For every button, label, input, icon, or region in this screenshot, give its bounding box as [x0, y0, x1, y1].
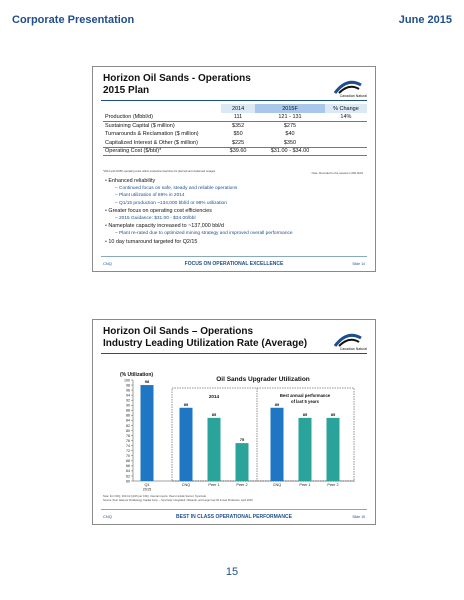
footer-tagline: FOCUS ON OPERATIONAL EXCELLENCE — [184, 261, 284, 267]
y-tick-label: 94 — [126, 393, 130, 398]
y-tick-label: 76 — [126, 438, 130, 443]
table-cell: Sustaining Capital ($ million) — [105, 123, 175, 129]
y-tick-label: 78 — [126, 433, 130, 438]
table-row — [103, 139, 367, 148]
table-cell: $352 — [231, 123, 245, 129]
group-label-best: Best annual performance — [279, 393, 331, 398]
table-cell: $275 — [283, 123, 297, 129]
y-tick-label: 72 — [126, 449, 130, 453]
y-tick-label: 98 — [126, 383, 130, 388]
logo-text: Canadian Natural — [339, 347, 367, 351]
slide-title-line1: Horizon Oil Sands – Operations — [103, 326, 254, 337]
bullet-item: • Enhanced reliability — [105, 178, 156, 184]
x-tick-label: Peer 2 — [327, 483, 339, 487]
bar — [271, 408, 284, 481]
group-label-best-line2: of last 5 years — [291, 399, 319, 404]
bar-value-label: 75 — [239, 437, 245, 443]
page-number: 15 — [225, 566, 239, 578]
sub-bullet-item: – Q1/15 production ~134,000 bbl/d or 98% utilization — [115, 200, 227, 206]
sub-bullet-item: – Plant re-rated due to optimized mining strategy and improved overall performance — [115, 231, 293, 237]
table-cell: $350 — [283, 139, 297, 146]
bar-value-label: 89 — [274, 401, 280, 407]
slide-number: Slide 15 — [352, 515, 365, 519]
table-row — [103, 130, 367, 139]
table-cell: 121 - 131 — [255, 113, 325, 122]
y-tick-label: 70 — [126, 454, 130, 459]
slide-operations-plan — [92, 66, 376, 272]
table-cell: 14% — [325, 113, 367, 122]
footer-divider — [101, 256, 367, 257]
logo-text: Canadian Natural — [339, 94, 367, 98]
slide-title-line1: Horizon Oil Sands - Operations — [103, 73, 251, 84]
y-tick-label: 62 — [126, 474, 130, 479]
x-tick-label: 2015 — [142, 487, 152, 492]
header-right: June 2015 — [398, 14, 452, 26]
y-tick-label: 84 — [126, 418, 130, 423]
y-tick-label: 60 — [126, 479, 130, 484]
bar-value-label: 89 — [183, 401, 189, 407]
group-label-2014: 2014 — [208, 394, 220, 399]
table-cell: Operating Cost ($/bbl)* — [103, 147, 221, 156]
bar-value-label: 98 — [144, 379, 150, 385]
x-tick-label: Peer 1 — [299, 483, 311, 487]
footer-tagline: BEST IN CLASS OPERATIONAL PERFORMANCE — [176, 514, 292, 520]
table-header: % Change — [325, 104, 367, 113]
slide-number: Slide 14 — [352, 262, 365, 266]
bar — [299, 418, 312, 481]
table-header — [103, 104, 221, 113]
bar-value-label: 85 — [211, 411, 217, 417]
footer-left: CNQ — [103, 514, 112, 519]
table-row — [103, 113, 367, 122]
table-note: Note: Rounded to the nearest 1,000 bbl/d — [311, 171, 363, 175]
bullet-list — [105, 177, 365, 246]
y-tick-label: 80 — [126, 428, 130, 433]
slide-title-line2: 2015 Plan — [103, 85, 150, 96]
table-cell — [325, 147, 367, 156]
table-row — [103, 147, 367, 156]
sub-bullet-item: – Continued focus on safe, steady and reliable operations — [115, 186, 238, 192]
bar — [327, 418, 340, 481]
table-cell: $39.60 — [221, 147, 255, 156]
table-header: 2014 — [221, 104, 255, 113]
sub-bullet-item: – 2015 Guidance: $31.00 - $34.00/bbl — [115, 216, 196, 222]
table-cell — [325, 130, 367, 139]
slide-utilization-rate — [92, 319, 376, 525]
table-cell: $50 — [233, 131, 243, 138]
x-tick-label: Q1 — [144, 483, 150, 487]
bar — [208, 418, 221, 481]
table-cell: 111 — [221, 113, 255, 122]
footer-left: CNQ — [103, 261, 112, 266]
footer-divider — [101, 509, 367, 510]
y-axis-label: (% Utilization) — [120, 372, 154, 378]
bar — [236, 443, 249, 481]
y-tick-label: 66 — [126, 464, 130, 469]
table-header: 2015F — [255, 104, 325, 113]
y-tick-label: 100 — [124, 378, 130, 383]
bullet-item: • 10 day turnaround targeted for Q2/15 — [105, 238, 198, 245]
slide-title — [103, 73, 251, 97]
x-tick-label: Peer 1 — [208, 483, 220, 487]
table-cell: $31.00 - $34.00 — [255, 147, 325, 156]
chart-note: Note: For CNQ, 2014 & Q1/15 per CNQ. Internal reports. Peers include Suncor, Syncrude — [103, 495, 206, 498]
table-cell: $225 — [231, 139, 245, 146]
operations-table — [103, 104, 367, 156]
x-tick-label: CNQ — [181, 483, 191, 487]
table-cell: Turnarounds & Reclamation ($ million) — [105, 131, 199, 138]
y-tick-label: 86 — [126, 413, 130, 418]
table-cell: Capitalized Interest & Other ($ million) — [105, 139, 198, 146]
y-tick-label: 74 — [126, 443, 130, 448]
table-cell — [325, 139, 367, 148]
sub-bullet-item: – Plant utilization of 89% in 2014 — [115, 193, 185, 199]
bullet-item: • Greater focus on operating cost efficiencies — [105, 207, 212, 214]
chart-source: Source: Peer data per FirstEnergy Capital Corp. – Syncrude: Integrated, Oilsands, and Large Cap Oil & Gas Producers, April 2015 — [103, 499, 253, 502]
y-tick-label: 92 — [126, 398, 130, 403]
x-tick-label: CNQ — [272, 483, 282, 487]
bullet-item: • Nameplate capacity increased to ~137,000 bbl/d — [105, 223, 224, 230]
y-tick-label: 90 — [126, 403, 130, 408]
table-cell — [325, 122, 367, 131]
y-tick-label: 64 — [126, 469, 130, 474]
y-tick-label: 68 — [126, 459, 130, 464]
table-cell: Production (Mbbl/d) — [103, 113, 221, 122]
bar — [180, 408, 193, 481]
y-tick-label: 96 — [126, 388, 130, 393]
y-tick-label: 88 — [126, 408, 130, 413]
chart-title: Oil Sands Upgrader Utilization — [216, 376, 310, 383]
y-tick-label: 82 — [126, 423, 130, 428]
table-footnote: *2014 and 2015F operating costs reflect production downtime for planned and unplanned outages — [103, 170, 216, 173]
table-cell: $40 — [285, 131, 295, 138]
header-left: Corporate Presentation — [12, 14, 135, 26]
bar-value-label: 85 — [302, 411, 308, 417]
x-tick-label: Peer 2 — [236, 483, 248, 487]
table-row — [103, 122, 367, 131]
slide-title-line2: Industry Leading Utilization Rate (Average) — [103, 338, 308, 349]
bar-value-label: 85 — [330, 411, 336, 417]
bar — [141, 385, 154, 481]
title-divider — [101, 100, 367, 101]
